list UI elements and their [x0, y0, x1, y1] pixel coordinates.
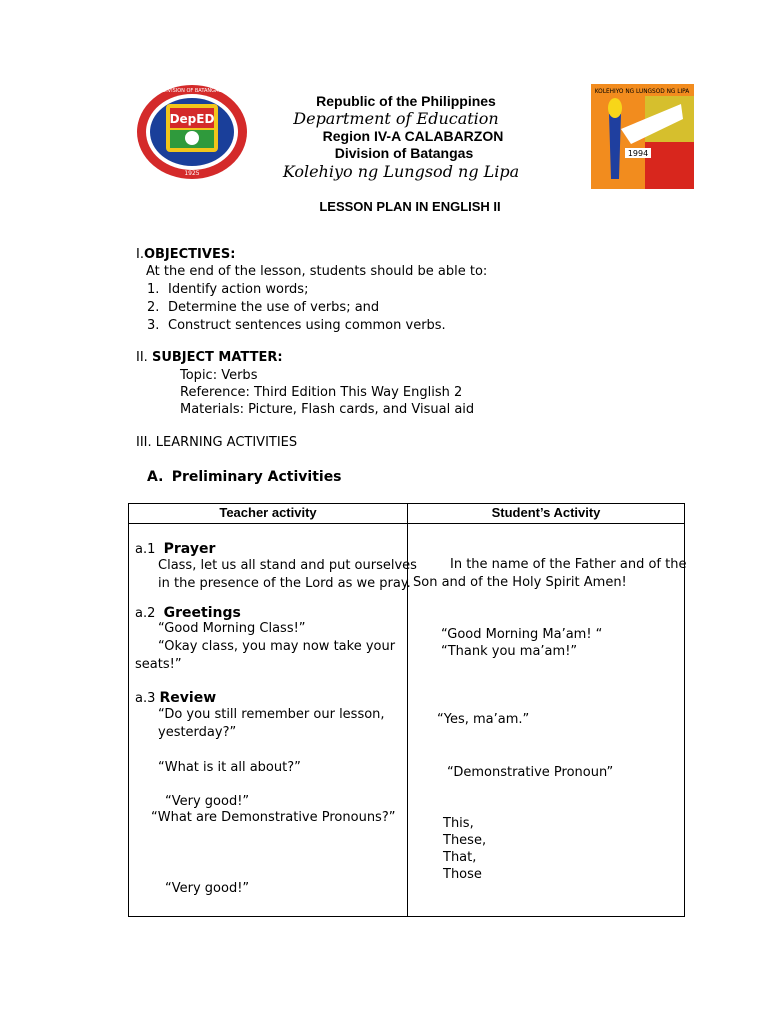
kolehiyo-lipa-logo: [591, 84, 694, 189]
prayer-student-line: Son and of the Holy Spirit Amen!: [413, 575, 627, 590]
svg-text:1925: 1925: [184, 170, 200, 177]
objectives-heading: [136, 247, 235, 262]
learning-activities-heading: [136, 435, 297, 450]
objectives-title: OBJECTIVES:: [143, 247, 236, 262]
review-student-line: “Demonstrative Pronoun”: [447, 765, 614, 780]
header-division: Division of Batangas: [334, 145, 474, 161]
svg-text:1994: 1994: [627, 149, 649, 158]
prayer-teacher-line: in the presence of the Lord as we pray.: [158, 576, 411, 591]
svg-text:DIVISION OF BATANGAS: DIVISION OF BATANGAS: [162, 88, 222, 94]
review-student-line: Those: [443, 867, 482, 882]
learning-numeral: III.: [136, 435, 152, 450]
header-school: Kolehiyo ng Lungsod ng Lipa: [282, 162, 520, 181]
header-region: Region IV-A CALABARZON: [322, 128, 504, 144]
header-deped: Department of Education: [293, 109, 499, 128]
review-teacher-line: yesterday?”: [158, 725, 237, 740]
objective-item: 3. Construct sentences using common verbs.: [147, 318, 446, 333]
activities-table: [128, 503, 685, 917]
greetings-teacher-line: “Good Morning Class!”: [158, 621, 306, 636]
learning-title: LEARNING ACTIVITIES: [155, 435, 298, 450]
review-student-line: This,: [443, 816, 474, 831]
subject-title: SUBJECT MATTER:: [151, 350, 283, 365]
header-republic: Republic of the Philippines: [316, 93, 496, 109]
reference-line: Reference: Third Edition This Way English 2: [180, 385, 463, 400]
torch-logo-icon: [591, 84, 694, 189]
sub-letter: A.: [147, 469, 164, 485]
student-column-header: Student’s Activity: [491, 505, 601, 520]
review-teacher-line: “Do you still remember our lesson,: [158, 707, 385, 722]
greetings-student-line: “Thank you ma’am!”: [441, 644, 578, 659]
subject-numeral: II.: [136, 350, 148, 365]
review-student-line: “Yes, ma’am.”: [437, 712, 530, 727]
subject-matter-heading: [136, 350, 283, 365]
topic-line: Topic: Verbs: [180, 368, 258, 383]
greetings-teacher-line: seats!”: [135, 657, 182, 672]
objectives-list: [147, 281, 446, 335]
objective-item: 1. Identify action words;: [147, 282, 309, 297]
svg-text:KOLEHIYO NG LUNGSOD NG LIPA: KOLEHIYO NG LUNGSOD NG LIPA: [594, 89, 690, 95]
objectives-numeral: I.: [136, 247, 144, 262]
prayer-student-line: In the name of the Father and of the: [450, 557, 687, 572]
review-teacher-line: “What is it all about?”: [158, 760, 301, 775]
review-teacher-line: “What are Demonstrative Pronouns?”: [151, 810, 396, 825]
lesson-plan-title: LESSON PLAN IN ENGLISH II: [319, 199, 501, 214]
objective-item: 2. Determine the use of verbs; and: [147, 300, 380, 315]
review-label: a.3 Review: [135, 690, 217, 706]
review-teacher-line: “Very good!”: [165, 794, 250, 809]
review-teacher-line: “Very good!”: [165, 881, 250, 896]
prayer-label: a.1 Prayer: [135, 541, 216, 557]
review-student-line: These,: [443, 833, 487, 848]
prayer-teacher-line: Class, let us all stand and put ourselves: [158, 558, 417, 573]
review-student-line: That,: [443, 850, 477, 865]
greetings-teacher-line: “Okay class, you may now take your: [158, 639, 396, 654]
teacher-column-header: Teacher activity: [219, 505, 317, 520]
sub-title: Preliminary Activities: [171, 469, 342, 485]
svg-text:DepED: DepED: [169, 112, 215, 126]
preliminary-heading: [147, 469, 342, 485]
objectives-intro: At the end of the lesson, students should be able to:: [146, 264, 488, 279]
greetings-student-line: “Good Morning Ma’am! “: [441, 627, 603, 642]
deped-batangas-seal: [136, 84, 248, 180]
seal-icon: [136, 84, 248, 180]
greetings-label: a.2 Greetings: [135, 605, 241, 621]
materials-line: Materials: Picture, Flash cards, and Visual aid: [180, 402, 475, 417]
header-divider: [129, 523, 684, 524]
